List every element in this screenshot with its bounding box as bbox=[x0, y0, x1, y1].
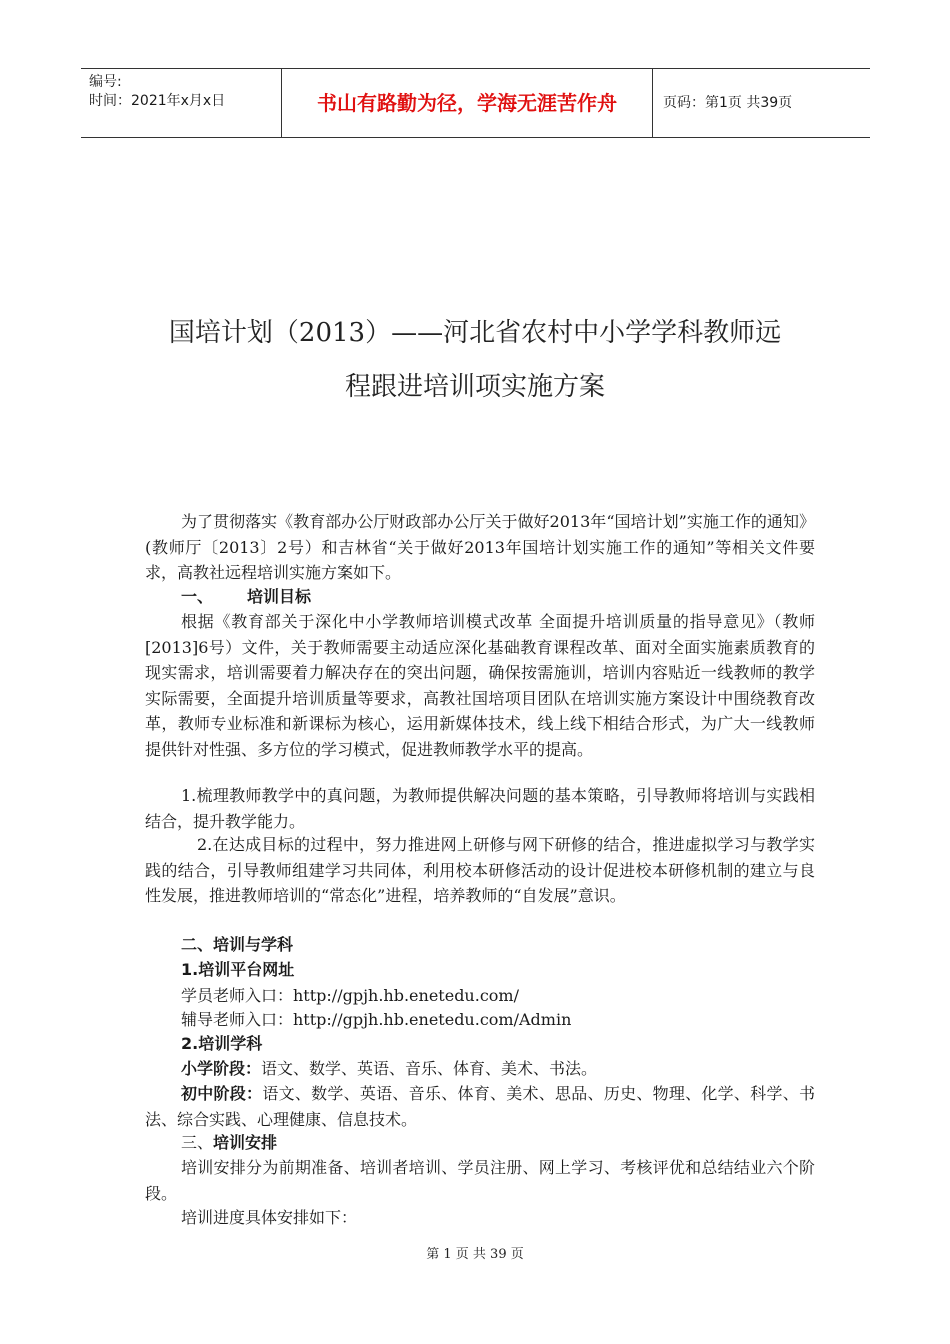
time-label: 时间：2021年x月x日 bbox=[89, 93, 226, 109]
header-meta bbox=[81, 69, 282, 137]
primary-subjects bbox=[181, 1056, 597, 1081]
student-entry: 学员老师入口：http://gpjh.hb.enetedu.com/ bbox=[181, 986, 519, 1005]
goal-1: 1.梳理教师教学中的真问题，为教师提供解决问题的基本策略，引导教师将培训与实践相结合，提升教学能力。 bbox=[145, 786, 815, 831]
section-3-number: 三、 bbox=[181, 1133, 214, 1152]
section-1-number: 一、 bbox=[181, 587, 214, 606]
goal-2: 2.在达成目标的过程中，努力推进网上研修与网下研修的结合，推进虚拟学习与教学实践的结合，引导教师组建学习共同体，利用校本研修活动的设计促进校本研修机制的建立与良性发展，推进教师培训的“常态化”进程，培养教师的“自发展”意识。 bbox=[145, 835, 815, 906]
section-1-title: 培训目标 bbox=[247, 587, 312, 606]
section-3-title: 培训安排 bbox=[213, 1133, 278, 1152]
header-motto: 书山有路勤为径，学海无涯苦作舟 bbox=[282, 69, 653, 137]
page-header bbox=[81, 68, 870, 138]
platform-url-heading: 1.培训平台网址 bbox=[181, 960, 295, 979]
section-3-body: 培训安排分为前期准备、培训者培训、学员注册、网上学习、考核评优和总结结业六个阶段。 bbox=[145, 1158, 815, 1203]
page-footer: 第 1 页 共 39 页 bbox=[426, 1247, 524, 1262]
tutor-entry: 辅导老师入口：http://gpjh.hb.enetedu.com/Admin bbox=[181, 1010, 572, 1029]
doc-title-line-2: 程跟进培训项实施方案 bbox=[344, 372, 605, 402]
section-2-heading: 二、培训与学科 bbox=[181, 935, 294, 954]
junior-subjects-list: 语文、数学、英语、音乐、体育、美术、思品、历史、物理、化学、科学、书法、综合实践、心理健康、信息技术。 bbox=[145, 1084, 815, 1129]
section-3-heading bbox=[181, 1130, 277, 1155]
primary-label: 小学阶段： bbox=[181, 1059, 262, 1078]
subjects-heading: 2.培训学科 bbox=[181, 1034, 263, 1053]
junior-subjects bbox=[145, 1081, 815, 1132]
section-1-heading bbox=[181, 584, 311, 609]
number-label: 编号: bbox=[89, 74, 122, 90]
junior-label: 初中阶段： bbox=[181, 1084, 263, 1103]
primary-subjects-list: 语文、数学、英语、音乐、体育、美术、书法。 bbox=[261, 1059, 598, 1078]
schedule-intro: 培训进度具体安排如下： bbox=[181, 1208, 358, 1227]
section-1-body: 根据《教育部关于深化中小学教师培训模式改革 全面提升培训质量的指导意见》（教师[2013]6号）文件，关于教师需要主动适应深化基础教育课程改革、面对全面实施素质教育的现实需求，培训需要着力解决存在的突出问题，确保按需施训，培训内容贴近一线教师的教学实际需要，全面提升培训质量等要求，高教社国培项目团队在培训实施方案设计中围绕教育改革，教师专业标准和新课标为核心，运用新媒体技术，线上线下相结合形式，为广大一线教师提供针对性强、多方位的学习模式，促进教师教学水平的提高。 bbox=[145, 612, 815, 759]
header-page-info: 页码：第1页 共39页 bbox=[663, 95, 793, 111]
doc-title-line-1: 国培计划（2013）——河北省农村中小学学科教师远 bbox=[168, 318, 782, 348]
intro-paragraph: 为了贯彻落实《教育部办公厅财政部办公厅关于做好2013年“国培计划”实施工作的通知》(教师厅〔2013〕2号）和吉林省“关于做好2013年国培计划实施工作的通知”等相关文件要求，高教社远程培训实施方案如下。 bbox=[145, 512, 815, 583]
